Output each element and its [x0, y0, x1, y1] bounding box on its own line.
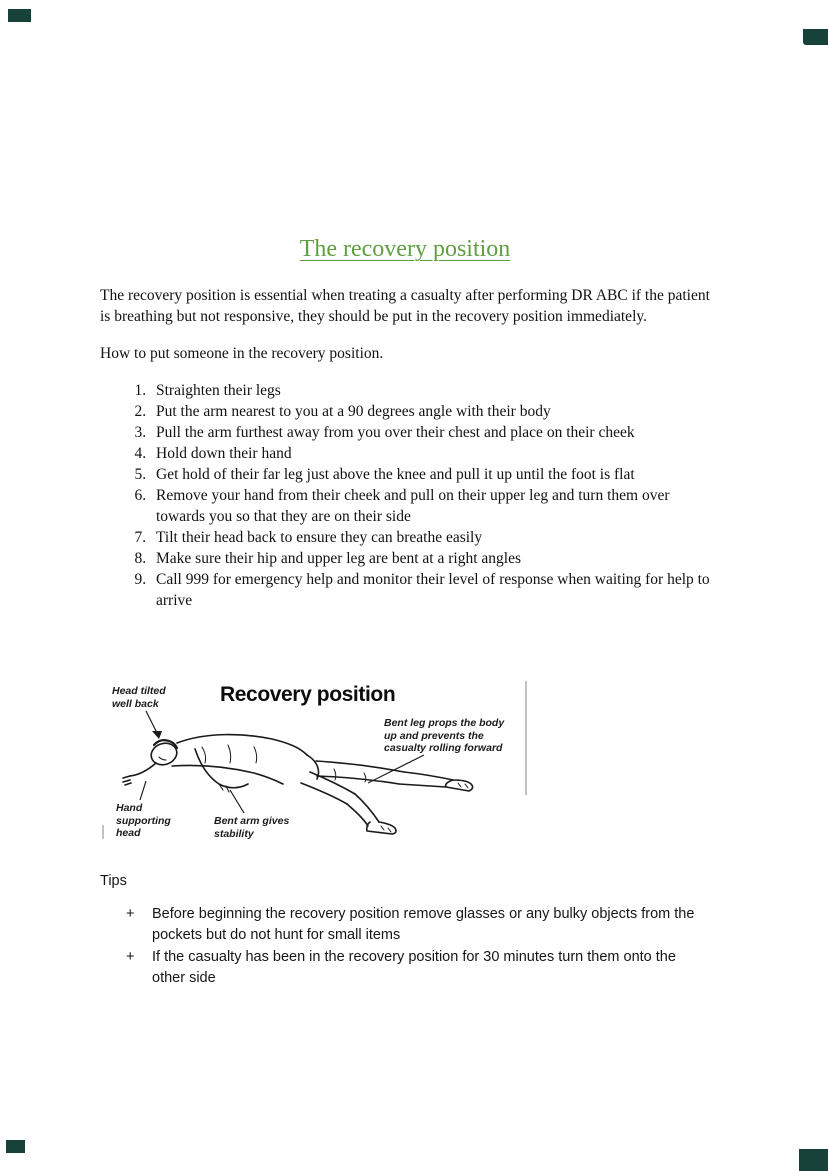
how-to-heading: How to put someone in the recovery position. [100, 345, 384, 362]
corner-mark-bottom-right [799, 1149, 828, 1171]
tip-item [126, 947, 710, 990]
figure-label-hand: Hand supporting head [116, 802, 171, 839]
step-item: 5. Get hold of their far leg just above the knee and pull it up until the foot is flat [150, 464, 710, 485]
intro-paragraph: The recovery position is essential when treating a casualty after performing DR ABC if the patient is breathing but not responsive, they should be put in the recovery position immediately. [100, 287, 710, 325]
step-item: 7. Tilt their head back to ensure they can breathe easily [150, 527, 710, 548]
tip-item [126, 904, 710, 947]
corner-mark-top-left [8, 9, 31, 22]
steps-list [128, 380, 710, 611]
figure-label-head: Head tilted well back [112, 685, 166, 710]
figure-label-bent-leg: Bent leg props the body up and prevents the casualty rolling forward [384, 717, 505, 754]
step-item: 8. Make sure their hip and upper leg are bent at a right angles [150, 548, 710, 569]
corner-mark-bottom-left [6, 1140, 25, 1153]
corner-mark-top-right [803, 29, 828, 45]
step-item: 3. Pull the arm furthest away from you over their chest and place on their cheek [150, 422, 710, 443]
tip-bullet: + [126, 949, 135, 965]
step-item: 1. Straighten their legs [150, 380, 710, 401]
figure-leader-lines [140, 711, 424, 813]
tips-section [100, 871, 710, 990]
tip-bullet: + [126, 906, 135, 922]
tips-heading: Tips [100, 873, 127, 889]
page-title: The recovery position [299, 236, 511, 262]
tip-text: If the casualty has been in the recovery position for 30 minutes turn them onto the other side [152, 949, 676, 986]
step-item: 6. Remove your hand from their cheek and pull on their upper leg and turn them over towards you so that they are on their side [150, 485, 710, 527]
step-item: 2. Put the arm nearest to you at a 90 degrees angle with their body [150, 401, 710, 422]
figure-label-bent-arm: Bent arm gives stability [214, 815, 290, 840]
figure-title: Recovery position [220, 683, 396, 706]
recovery-position-figure [102, 677, 534, 859]
step-item: 9. Call 999 for emergency help and monitor their level of response when waiting for help to arrive [150, 569, 710, 611]
step-item: 4. Hold down their hand [150, 443, 710, 464]
tip-text: Before beginning the recovery position remove glasses or any bulky objects from the pockets but do not hunt for small items [152, 906, 695, 943]
